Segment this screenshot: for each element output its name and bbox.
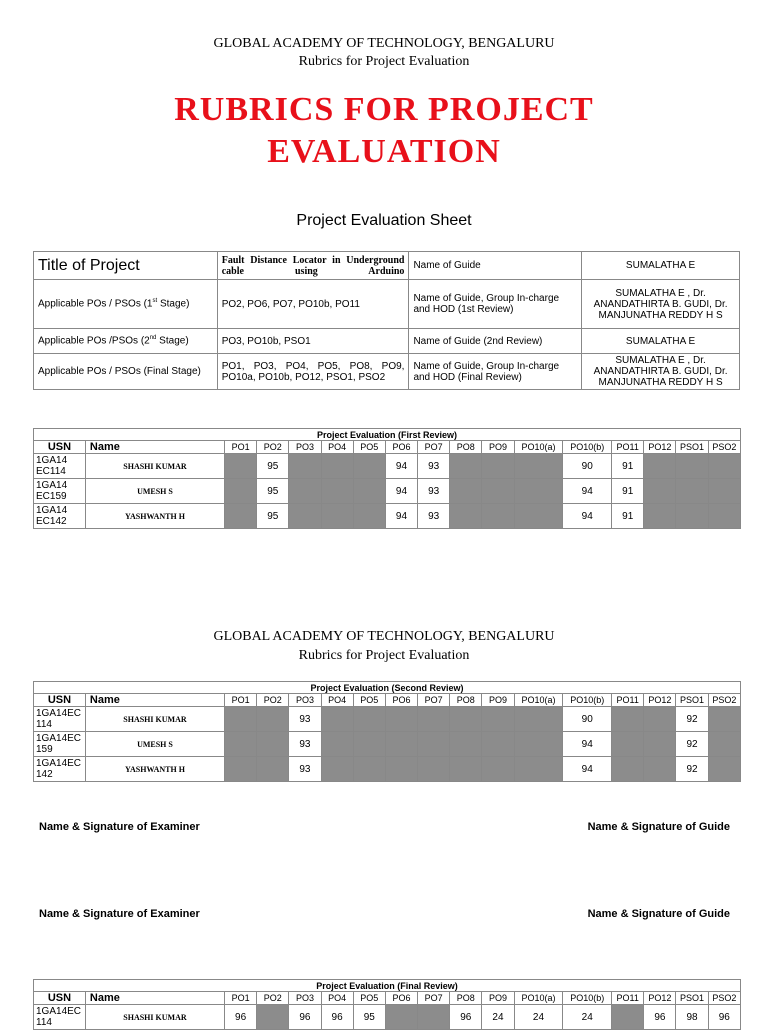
usn-part: 114: [36, 719, 52, 730]
score-cell: 96: [644, 1005, 676, 1030]
score-cell: 93: [418, 479, 450, 504]
score-cell: [385, 707, 417, 732]
score-cell: [450, 757, 482, 782]
table-row: [34, 454, 741, 479]
usn-header: USN: [34, 992, 86, 1005]
usn-header: USN: [34, 694, 86, 707]
final-panel-value: SUMALATHA E , Dr. ANANDATHIRTA B. GUDI, Dr. MANJUNATHA REDDY H S: [582, 354, 740, 390]
po-header: PO7: [418, 441, 450, 454]
second-review-table: [33, 681, 741, 782]
score-cell: 98: [676, 1005, 708, 1030]
po-header: PO10(a): [514, 694, 563, 707]
score-cell: [257, 1005, 289, 1030]
po-header: PO11: [612, 441, 644, 454]
score-cell: [418, 1005, 450, 1030]
po-header: PO12: [644, 992, 676, 1005]
po-header: PO4: [321, 694, 353, 707]
score-cell: [514, 732, 563, 757]
po-header: PSO2: [708, 992, 740, 1005]
stage1-value: PO2, PO6, PO7, PO10b, PO11: [217, 280, 409, 329]
stage1-panel-value: SUMALATHA E , Dr. ANANDATHIRTA B. GUDI, Dr. MANJUNATHA REDDY H S: [582, 280, 740, 329]
score-cell: [644, 479, 676, 504]
score-cell: 93: [418, 504, 450, 529]
score-cell: [353, 504, 385, 529]
score-cell: [612, 732, 644, 757]
name-header: Name: [85, 441, 224, 454]
score-cell: [225, 479, 257, 504]
score-cell: [257, 707, 289, 732]
score-cell: [644, 454, 676, 479]
table-caption: Project Evaluation (First Review): [34, 429, 741, 441]
score-cell: 96: [321, 1005, 353, 1030]
score-cell: 24: [563, 1005, 612, 1030]
po-header: PO3: [289, 694, 321, 707]
score-cell: [514, 504, 563, 529]
po-header: PO3: [289, 441, 321, 454]
po-header: PO9: [482, 441, 514, 454]
usn-part: 142: [36, 769, 53, 780]
po-header: PO4: [321, 992, 353, 1005]
student-name: SHASHI KUMAR: [85, 1005, 224, 1030]
po-header: PO8: [450, 992, 482, 1005]
usn-part: 1GA14: [36, 505, 68, 516]
po-header: PO3: [289, 992, 321, 1005]
final-value: PO1, PO3, PO4, PO5, PO8, PO9, PO10a, PO10b, PO12, PSO1, PSO2: [217, 354, 409, 390]
score-cell: [514, 707, 563, 732]
usn-part: 1GA14EC: [36, 708, 82, 719]
score-cell: [450, 479, 482, 504]
score-cell: 95: [257, 454, 289, 479]
guide-signature-label-2: Name & Signature of Guide: [587, 908, 730, 920]
score-cell: [385, 732, 417, 757]
usn-part: 114: [36, 1017, 52, 1028]
score-cell: [676, 504, 708, 529]
usn-cell: [34, 454, 86, 479]
table-row: [34, 1005, 741, 1030]
usn-cell: [34, 504, 86, 529]
score-cell: 95: [257, 479, 289, 504]
score-cell: 94: [385, 479, 417, 504]
po-header: PSO2: [708, 441, 740, 454]
main-title-line2: EVALUATION: [267, 133, 501, 170]
po-header: PSO1: [676, 441, 708, 454]
examiner-signature-label-2: Name & Signature of Examiner: [39, 908, 200, 920]
usn-part: 1GA14: [36, 455, 68, 466]
document-subtitle: Rubrics for Project Evaluation: [298, 54, 470, 69]
student-name: SHASHI KUMAR: [85, 707, 224, 732]
score-cell: [289, 504, 321, 529]
score-cell: 94: [563, 504, 612, 529]
table-row: [34, 707, 741, 732]
score-cell: [289, 454, 321, 479]
score-cell: [482, 707, 514, 732]
name-header: Name: [85, 694, 224, 707]
score-cell: [450, 504, 482, 529]
po-header: PO10(b): [563, 694, 612, 707]
po-header: PO8: [450, 694, 482, 707]
score-cell: [353, 732, 385, 757]
guide-signature-label-1: Name & Signature of Guide: [587, 821, 730, 833]
po-header: PO6: [385, 694, 417, 707]
po-header: PO7: [418, 694, 450, 707]
score-cell: 24: [514, 1005, 563, 1030]
guide-label: Name of Guide: [409, 252, 582, 280]
table-row: [34, 757, 741, 782]
po-header: PO12: [644, 441, 676, 454]
po-header: PO1: [225, 694, 257, 707]
score-cell: [482, 454, 514, 479]
score-cell: [385, 757, 417, 782]
usn-part: 1GA14EC: [36, 758, 82, 769]
guide-value: SUMALATHA E: [582, 252, 740, 280]
score-cell: [418, 707, 450, 732]
score-cell: [321, 757, 353, 782]
score-cell: [321, 707, 353, 732]
score-cell: 96: [225, 1005, 257, 1030]
score-cell: [482, 732, 514, 757]
sheet-title: Project Evaluation Sheet: [296, 212, 472, 229]
score-cell: [225, 504, 257, 529]
score-cell: [482, 479, 514, 504]
po-header: PO1: [225, 441, 257, 454]
po-header: PO5: [353, 694, 385, 707]
final-panel-label: Name of Guide, Group In-charge and HOD (Final Review): [409, 354, 582, 390]
usn-cell: [34, 1005, 86, 1030]
document-subtitle-2: Rubrics for Project Evaluation: [298, 648, 470, 663]
table-row: [34, 504, 741, 529]
stage2-panel-label: Name of Guide (2nd Review): [409, 329, 582, 354]
usn-part: 1GA14EC: [36, 1006, 82, 1017]
score-cell: 92: [676, 707, 708, 732]
po-header: PO10(a): [514, 441, 563, 454]
score-cell: [225, 707, 257, 732]
po-header: PO5: [353, 992, 385, 1005]
table-caption: Project Evaluation (Final Review): [34, 980, 741, 992]
student-name: YASHWANTH H: [85, 757, 224, 782]
score-cell: 90: [563, 454, 612, 479]
po-header: PO8: [450, 441, 482, 454]
student-name: SHASHI KUMAR: [85, 454, 224, 479]
score-cell: [289, 479, 321, 504]
score-cell: [514, 454, 563, 479]
score-cell: [708, 479, 740, 504]
table-row: [34, 732, 741, 757]
score-cell: [353, 757, 385, 782]
usn-cell: [34, 707, 86, 732]
usn-part: EC114: [36, 466, 66, 477]
usn-part: 1GA14EC: [36, 733, 82, 744]
score-cell: 96: [450, 1005, 482, 1030]
score-cell: [418, 757, 450, 782]
score-cell: 94: [563, 757, 612, 782]
stage1-label: Applicable POs / PSOs (1st Stage): [34, 280, 218, 329]
score-cell: 96: [289, 1005, 321, 1030]
score-cell: [644, 732, 676, 757]
score-cell: 94: [563, 479, 612, 504]
score-cell: [353, 707, 385, 732]
usn-part: EC142: [36, 516, 67, 527]
po-header: PO2: [257, 694, 289, 707]
score-cell: [257, 757, 289, 782]
first-review-table: [33, 428, 741, 529]
score-cell: 92: [676, 757, 708, 782]
score-cell: 91: [612, 504, 644, 529]
po-header: PO5: [353, 441, 385, 454]
score-cell: [321, 479, 353, 504]
po-header: PO4: [321, 441, 353, 454]
score-cell: [676, 479, 708, 504]
score-cell: [353, 479, 385, 504]
student-name: UMESH S: [85, 732, 224, 757]
score-cell: [708, 504, 740, 529]
score-cell: [225, 732, 257, 757]
score-cell: 24: [482, 1005, 514, 1030]
score-cell: [514, 757, 563, 782]
table-caption: Project Evaluation (Second Review): [34, 682, 741, 694]
score-cell: [612, 1005, 644, 1030]
project-info-table: [33, 251, 740, 390]
student-name: UMESH S: [85, 479, 224, 504]
score-cell: [353, 454, 385, 479]
score-cell: [708, 757, 740, 782]
score-cell: 91: [612, 454, 644, 479]
name-header: Name: [85, 992, 224, 1005]
score-cell: 95: [257, 504, 289, 529]
score-cell: 94: [385, 504, 417, 529]
final-label: Applicable POs / PSOs (Final Stage): [34, 354, 218, 390]
score-cell: 95: [353, 1005, 385, 1030]
title-value: Fault Distance Locator in Underground cable using Arduino: [217, 252, 409, 280]
score-cell: 93: [418, 454, 450, 479]
stage2-label: Applicable POs /PSOs (2nd Stage): [34, 329, 218, 354]
po-header: PO11: [612, 992, 644, 1005]
stage1-panel-label: Name of Guide, Group In-charge and HOD (1st Review): [409, 280, 582, 329]
final-review-table: [33, 979, 741, 1030]
usn-cell: [34, 479, 86, 504]
score-cell: [321, 504, 353, 529]
score-cell: [644, 757, 676, 782]
score-cell: [482, 757, 514, 782]
score-cell: 92: [676, 732, 708, 757]
score-cell: [612, 757, 644, 782]
institution-name: GLOBAL ACADEMY OF TECHNOLOGY, BENGALURU: [213, 36, 555, 51]
score-cell: [450, 732, 482, 757]
score-cell: [644, 504, 676, 529]
score-cell: [225, 454, 257, 479]
score-cell: [708, 732, 740, 757]
po-header: PO6: [385, 992, 417, 1005]
title-label: Title of Project: [34, 252, 218, 280]
po-header: PO7: [418, 992, 450, 1005]
score-cell: [321, 454, 353, 479]
po-header: PSO1: [676, 694, 708, 707]
usn-part: EC159: [36, 491, 67, 502]
po-header: PO9: [482, 992, 514, 1005]
score-cell: 94: [563, 732, 612, 757]
usn-cell: [34, 757, 86, 782]
score-cell: [225, 757, 257, 782]
po-header: PO9: [482, 694, 514, 707]
stage2-value: PO3, PO10b, PSO1: [217, 329, 409, 354]
po-header: PO10(a): [514, 992, 563, 1005]
score-cell: 93: [289, 757, 321, 782]
score-cell: 93: [289, 707, 321, 732]
student-name: YASHWANTH H: [85, 504, 224, 529]
score-cell: [708, 707, 740, 732]
score-cell: 96: [708, 1005, 740, 1030]
po-header: PO2: [257, 441, 289, 454]
po-header: PO2: [257, 992, 289, 1005]
table-row: [34, 479, 741, 504]
usn-header: USN: [34, 441, 86, 454]
score-cell: [644, 707, 676, 732]
score-cell: 93: [289, 732, 321, 757]
score-cell: 90: [563, 707, 612, 732]
score-cell: 91: [612, 479, 644, 504]
usn-cell: [34, 732, 86, 757]
score-cell: [514, 479, 563, 504]
score-cell: [450, 707, 482, 732]
score-cell: [418, 732, 450, 757]
examiner-signature-label-1: Name & Signature of Examiner: [39, 821, 200, 833]
main-title-line1: RUBRICS FOR PROJECT: [174, 91, 594, 128]
score-cell: [708, 454, 740, 479]
po-header: PO1: [225, 992, 257, 1005]
score-cell: [482, 504, 514, 529]
po-header: PSO1: [676, 992, 708, 1005]
po-header: PO10(b): [563, 441, 612, 454]
score-cell: [450, 454, 482, 479]
score-cell: [676, 454, 708, 479]
po-header: PO12: [644, 694, 676, 707]
score-cell: [612, 707, 644, 732]
usn-part: 159: [36, 744, 53, 755]
institution-name-2: GLOBAL ACADEMY OF TECHNOLOGY, BENGALURU: [213, 629, 555, 644]
po-header: PO6: [385, 441, 417, 454]
usn-part: 1GA14: [36, 480, 68, 491]
score-cell: [321, 732, 353, 757]
score-cell: [257, 732, 289, 757]
score-cell: 94: [385, 454, 417, 479]
po-header: PO11: [612, 694, 644, 707]
stage2-panel-value: SUMALATHA E: [582, 329, 740, 354]
po-header: PSO2: [708, 694, 740, 707]
po-header: PO10(b): [563, 992, 612, 1005]
score-cell: [385, 1005, 417, 1030]
